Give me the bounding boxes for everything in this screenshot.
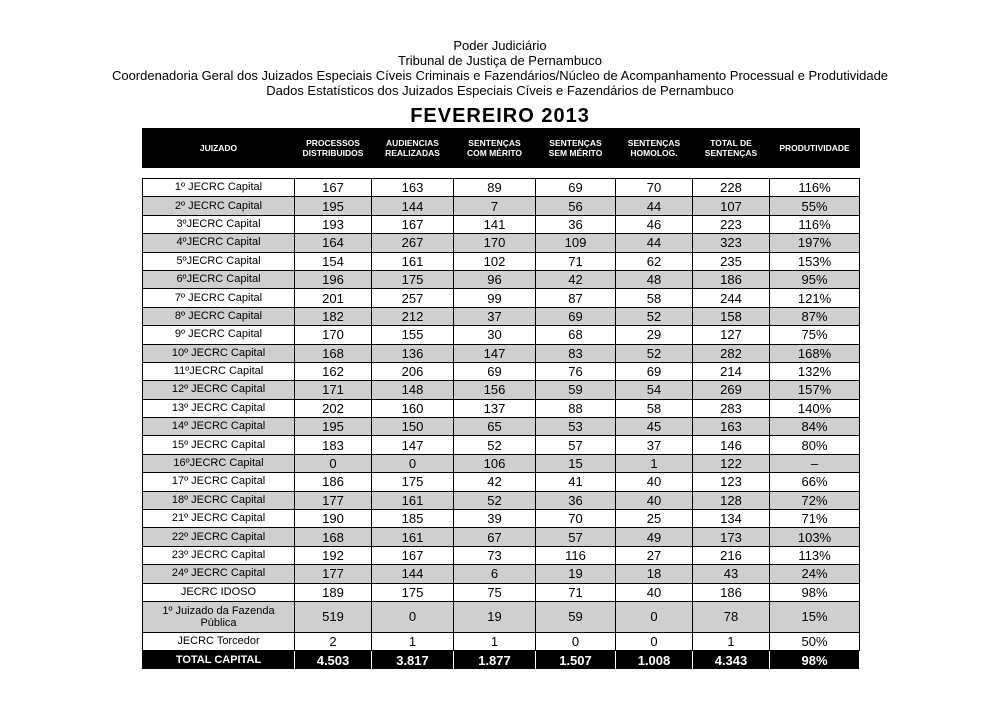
table-cell: 52: [454, 491, 536, 509]
table-cell: 29: [616, 326, 693, 344]
table-cell: 128: [693, 491, 770, 509]
table-cell: 186: [295, 473, 372, 491]
table-cell: 183: [295, 436, 372, 454]
table-cell: 162: [295, 362, 372, 380]
table-cell: 7: [454, 197, 536, 215]
total-label-cell: TOTAL CAPITAL: [143, 651, 295, 669]
table-cell: 37: [454, 307, 536, 325]
table-cell: 27: [616, 546, 693, 564]
table-cell: 123: [693, 473, 770, 491]
total-row: [143, 651, 860, 669]
table-cell: 43: [693, 565, 770, 583]
table-row: [143, 234, 860, 252]
table-cell: 19: [454, 601, 536, 632]
header-line-1: Poder Judiciário: [453, 38, 547, 53]
table-row: [143, 252, 860, 270]
table-row: [143, 270, 860, 288]
table-cell: 116%: [770, 179, 860, 197]
spacer-cell: [143, 168, 295, 179]
juizado-name-cell: 16ºJECRC Capital: [143, 454, 295, 472]
table-cell: 46: [616, 215, 693, 233]
table-cell: 98%: [770, 583, 860, 601]
table-cell: 39: [454, 510, 536, 528]
table-cell: 127: [693, 326, 770, 344]
table-cell: 283: [693, 399, 770, 417]
spacer-cell: [295, 168, 372, 179]
table-row: [143, 381, 860, 399]
table-cell: 24%: [770, 565, 860, 583]
table-cell: 67: [454, 528, 536, 546]
table-cell: 136: [372, 344, 454, 362]
table-cell: 57: [536, 528, 616, 546]
table-cell: 212: [372, 307, 454, 325]
table-row: [143, 197, 860, 215]
table-cell: 96: [454, 270, 536, 288]
table-row: [143, 436, 860, 454]
table-cell: 257: [372, 289, 454, 307]
table-cell: 175: [372, 583, 454, 601]
table-cell: 150: [372, 418, 454, 436]
table-cell: 137: [454, 399, 536, 417]
table-cell: 0: [616, 632, 693, 650]
table-row: [143, 399, 860, 417]
table-cell: 65: [454, 418, 536, 436]
juizado-name-cell: 14º JECRC Capital: [143, 418, 295, 436]
table-cell: 189: [295, 583, 372, 601]
table-cell: 156: [454, 381, 536, 399]
juizado-name-cell: 18º JECRC Capital: [143, 491, 295, 509]
table-cell: 201: [295, 289, 372, 307]
juizado-name-cell: 3ºJECRC Capital: [143, 215, 295, 233]
table-cell: 167: [295, 179, 372, 197]
table-cell: 73: [454, 546, 536, 564]
table-cell: 132%: [770, 362, 860, 380]
table-cell: 78: [693, 601, 770, 632]
table-row: [143, 565, 860, 583]
table-cell: 269: [693, 381, 770, 399]
table-cell: 168%: [770, 344, 860, 362]
column-header-text: AUDIENCIAS: [386, 138, 439, 148]
table-cell: 84%: [770, 418, 860, 436]
table-cell: 59: [536, 601, 616, 632]
table-cell: 71: [536, 583, 616, 601]
table-cell: 206: [372, 362, 454, 380]
table-row: [143, 632, 860, 650]
table-row: [143, 546, 860, 564]
table-cell: 157%: [770, 381, 860, 399]
table-cell: 196: [295, 270, 372, 288]
table-cell: 55%: [770, 197, 860, 215]
table-cell: 89: [454, 179, 536, 197]
spacer-row: [143, 168, 860, 179]
table-cell: 116%: [770, 215, 860, 233]
table-cell: 161: [372, 528, 454, 546]
table-cell: 15: [536, 454, 616, 472]
table-cell: 58: [616, 399, 693, 417]
table-cell: 68: [536, 326, 616, 344]
table-body: [143, 168, 860, 670]
table-cell: 192: [295, 546, 372, 564]
juizado-name-cell: JECRC Torcedor: [143, 632, 295, 650]
table-cell: 103%: [770, 528, 860, 546]
table-cell: 116: [536, 546, 616, 564]
column-header-text: REALIZADAS: [385, 148, 440, 158]
table-cell: 168: [295, 344, 372, 362]
table-cell: 36: [536, 215, 616, 233]
juizado-name-cell: 24º JECRC Capital: [143, 565, 295, 583]
table-cell: 195: [295, 197, 372, 215]
table-cell: 69: [454, 362, 536, 380]
table-cell: 18: [616, 565, 693, 583]
table-cell: 190: [295, 510, 372, 528]
header-line-4: Dados Estatísticos dos Juizados Especiais Cíveis e Fazendários de Pernambuco: [266, 83, 734, 98]
table-cell: 19: [536, 565, 616, 583]
table-row: [143, 491, 860, 509]
table-cell: 1: [372, 632, 454, 650]
table-cell: 1: [693, 632, 770, 650]
spacer-cell: [536, 168, 616, 179]
table-cell: 244: [693, 289, 770, 307]
table-cell: 50%: [770, 632, 860, 650]
table-cell: 106: [454, 454, 536, 472]
table-cell: 140%: [770, 399, 860, 417]
table-cell: 42: [536, 270, 616, 288]
table-cell: 66%: [770, 473, 860, 491]
table-cell: 69: [536, 179, 616, 197]
table-cell: 167: [372, 215, 454, 233]
juizado-name-cell: 12º JECRC Capital: [143, 381, 295, 399]
table-row: [143, 344, 860, 362]
table-cell: 75%: [770, 326, 860, 344]
table-cell: 88: [536, 399, 616, 417]
column-header-text: TOTAL DE: [710, 138, 752, 148]
column-header: [454, 129, 536, 168]
juizado-name-cell: 17º JECRC Capital: [143, 473, 295, 491]
table-cell: 177: [295, 565, 372, 583]
table-cell: 87: [536, 289, 616, 307]
juizado-name-cell: 1º Juizado da Fazenda Pública: [143, 601, 295, 632]
table-cell: 76: [536, 362, 616, 380]
table-cell: 163: [693, 418, 770, 436]
table-row: [143, 510, 860, 528]
column-header: [295, 129, 372, 168]
table-cell: 323: [693, 234, 770, 252]
table-cell: 0: [536, 632, 616, 650]
header-line-3: Coordenadoria Geral dos Juizados Especiais Cíveis Criminais e Fazendários/Núcleo de Acompanhamento Processual e Produtividade: [111, 68, 889, 83]
table-cell: 121%: [770, 289, 860, 307]
table-row: [143, 289, 860, 307]
table-cell: 113%: [770, 546, 860, 564]
table-cell: 173: [693, 528, 770, 546]
juizado-name-cell: 13º JECRC Capital: [143, 399, 295, 417]
statistics-table: [142, 128, 860, 670]
table-cell: 69: [616, 362, 693, 380]
juizado-name-cell: 1º JECRC Capital: [143, 179, 295, 197]
table-row: [143, 362, 860, 380]
table-cell: 144: [372, 197, 454, 215]
table-cell: 164: [295, 234, 372, 252]
table-cell: 87%: [770, 307, 860, 325]
table-cell: 134: [693, 510, 770, 528]
spacer-cell: [770, 168, 860, 179]
table-cell: 153%: [770, 252, 860, 270]
table-cell: 185: [372, 510, 454, 528]
column-header-text: PROCESSOS: [306, 138, 360, 148]
column-header-text: SEM MÉRITO: [548, 148, 603, 158]
table-row: [143, 179, 860, 197]
juizado-name-cell: 6ºJECRC Capital: [143, 270, 295, 288]
column-header-text: SENTENÇAS: [627, 138, 681, 148]
table-cell: 109: [536, 234, 616, 252]
juizado-name-cell: 21º JECRC Capital: [143, 510, 295, 528]
table-cell: 158: [693, 307, 770, 325]
table-cell: 147: [372, 436, 454, 454]
table-cell: 1: [454, 632, 536, 650]
table-cell: 40: [616, 473, 693, 491]
table-cell: 148: [372, 381, 454, 399]
juizado-name-cell: 23º JECRC Capital: [143, 546, 295, 564]
table-cell: 154: [295, 252, 372, 270]
table-cell: 25: [616, 510, 693, 528]
table-cell: 216: [693, 546, 770, 564]
column-header-text: SENTENÇAS: [468, 138, 521, 148]
table-cell: 72%: [770, 491, 860, 509]
table-cell: 52: [616, 307, 693, 325]
table-cell: 267: [372, 234, 454, 252]
table-row: [143, 326, 860, 344]
table-cell: 144: [372, 565, 454, 583]
juizado-name-cell: 22º JECRC Capital: [143, 528, 295, 546]
table-cell: 45: [616, 418, 693, 436]
table-cell: –: [770, 454, 860, 472]
table-cell: 107: [693, 197, 770, 215]
total-cell: 1.008: [616, 651, 693, 669]
table-cell: 15%: [770, 601, 860, 632]
table-cell: 146: [693, 436, 770, 454]
column-header: [536, 129, 616, 168]
table-cell: 70: [616, 179, 693, 197]
table-cell: 71: [536, 252, 616, 270]
column-header-text: PRODUTIVIDADE: [779, 143, 850, 153]
table-cell: 44: [616, 234, 693, 252]
column-header-text: SENTENÇAS: [549, 138, 602, 148]
table-cell: 70: [536, 510, 616, 528]
table-cell: 99: [454, 289, 536, 307]
table-cell: 160: [372, 399, 454, 417]
table-cell: 0: [616, 601, 693, 632]
table-cell: 102: [454, 252, 536, 270]
document-header: [0, 38, 1000, 98]
table-cell: 62: [616, 252, 693, 270]
table-cell: 161: [372, 252, 454, 270]
table-cell: 42: [454, 473, 536, 491]
table-cell: 69: [536, 307, 616, 325]
table-row: [143, 418, 860, 436]
table-cell: 155: [372, 326, 454, 344]
table-cell: 0: [295, 454, 372, 472]
table-cell: 2: [295, 632, 372, 650]
total-cell: 98%: [770, 651, 860, 669]
table-cell: 57: [536, 436, 616, 454]
table-row: [143, 601, 860, 632]
table-row: [143, 583, 860, 601]
table-cell: 186: [693, 270, 770, 288]
table-cell: 41: [536, 473, 616, 491]
juizado-name-cell: 10º JECRC Capital: [143, 344, 295, 362]
table-cell: 167: [372, 546, 454, 564]
table-row: [143, 473, 860, 491]
table-cell: 40: [616, 491, 693, 509]
table-cell: 175: [372, 473, 454, 491]
table-cell: 214: [693, 362, 770, 380]
spacer-cell: [616, 168, 693, 179]
table-cell: 122: [693, 454, 770, 472]
column-header: [770, 129, 860, 168]
table-cell: 52: [454, 436, 536, 454]
table-cell: 202: [295, 399, 372, 417]
table-cell: 53: [536, 418, 616, 436]
table-cell: 170: [454, 234, 536, 252]
table-cell: 49: [616, 528, 693, 546]
spacer-cell: [372, 168, 454, 179]
table-cell: 186: [693, 583, 770, 601]
table-cell: 56: [536, 197, 616, 215]
column-header-text: HOMOLOG.: [630, 148, 678, 158]
juizado-name-cell: 4ºJECRC Capital: [143, 234, 295, 252]
juizado-name-cell: 9º JECRC Capital: [143, 326, 295, 344]
total-cell: 3.817: [372, 651, 454, 669]
column-header: [616, 129, 693, 168]
juizado-name-cell: 2º JECRC Capital: [143, 197, 295, 215]
table-cell: 147: [454, 344, 536, 362]
total-cell: 4.343: [693, 651, 770, 669]
table-cell: 161: [372, 491, 454, 509]
table-cell: 223: [693, 215, 770, 233]
juizado-name-cell: 11ºJECRC Capital: [143, 362, 295, 380]
table-cell: 282: [693, 344, 770, 362]
table-cell: 519: [295, 601, 372, 632]
table-cell: 177: [295, 491, 372, 509]
table-cell: 235: [693, 252, 770, 270]
juizado-name-cell: JECRC IDOSO: [143, 583, 295, 601]
table-cell: 193: [295, 215, 372, 233]
table-cell: 75: [454, 583, 536, 601]
column-header: [143, 129, 295, 168]
table-cell: 168: [295, 528, 372, 546]
table-cell: 80%: [770, 436, 860, 454]
table-row: [143, 454, 860, 472]
table-cell: 228: [693, 179, 770, 197]
table-cell: 195: [295, 418, 372, 436]
spacer-cell: [454, 168, 536, 179]
table-cell: 171: [295, 381, 372, 399]
total-cell: 4.503: [295, 651, 372, 669]
table-cell: 36: [536, 491, 616, 509]
total-cell: 1.877: [454, 651, 536, 669]
table-cell: 37: [616, 436, 693, 454]
table-cell: 95%: [770, 270, 860, 288]
table-cell: 0: [372, 454, 454, 472]
column-header: [693, 129, 770, 168]
table-cell: 141: [454, 215, 536, 233]
table-cell: 175: [372, 270, 454, 288]
table-header-row: [143, 129, 860, 168]
table-cell: 48: [616, 270, 693, 288]
table-cell: 59: [536, 381, 616, 399]
column-header: [372, 129, 454, 168]
table-cell: 30: [454, 326, 536, 344]
total-cell: 1.507: [536, 651, 616, 669]
table-cell: 163: [372, 179, 454, 197]
juizado-name-cell: 7º JECRC Capital: [143, 289, 295, 307]
spacer-cell: [693, 168, 770, 179]
table-cell: 40: [616, 583, 693, 601]
column-header-text: COM MÉRITO: [466, 148, 523, 158]
table-cell: 170: [295, 326, 372, 344]
header-line-2: Tribunal de Justiça de Pernambuco: [397, 53, 603, 68]
table-row: [143, 215, 860, 233]
column-header-text: DISTRIBUIDOS: [302, 148, 364, 158]
juizado-name-cell: 15º JECRC Capital: [143, 436, 295, 454]
table-row: [143, 307, 860, 325]
table-cell: 6: [454, 565, 536, 583]
table-cell: 54: [616, 381, 693, 399]
table-cell: 71%: [770, 510, 860, 528]
juizado-name-cell: 8º JECRC Capital: [143, 307, 295, 325]
column-header-text: SENTENÇAS: [704, 148, 758, 158]
report-title: FEVEREIRO 2013: [410, 105, 590, 127]
table-cell: 197%: [770, 234, 860, 252]
table-cell: 83: [536, 344, 616, 362]
table-cell: 1: [616, 454, 693, 472]
column-header-text: JUIZADO: [199, 143, 238, 153]
table-cell: 44: [616, 197, 693, 215]
table-cell: 0: [372, 601, 454, 632]
juizado-name-cell: 5ºJECRC Capital: [143, 252, 295, 270]
table-cell: 52: [616, 344, 693, 362]
table-row: [143, 528, 860, 546]
table-cell: 182: [295, 307, 372, 325]
table-cell: 58: [616, 289, 693, 307]
